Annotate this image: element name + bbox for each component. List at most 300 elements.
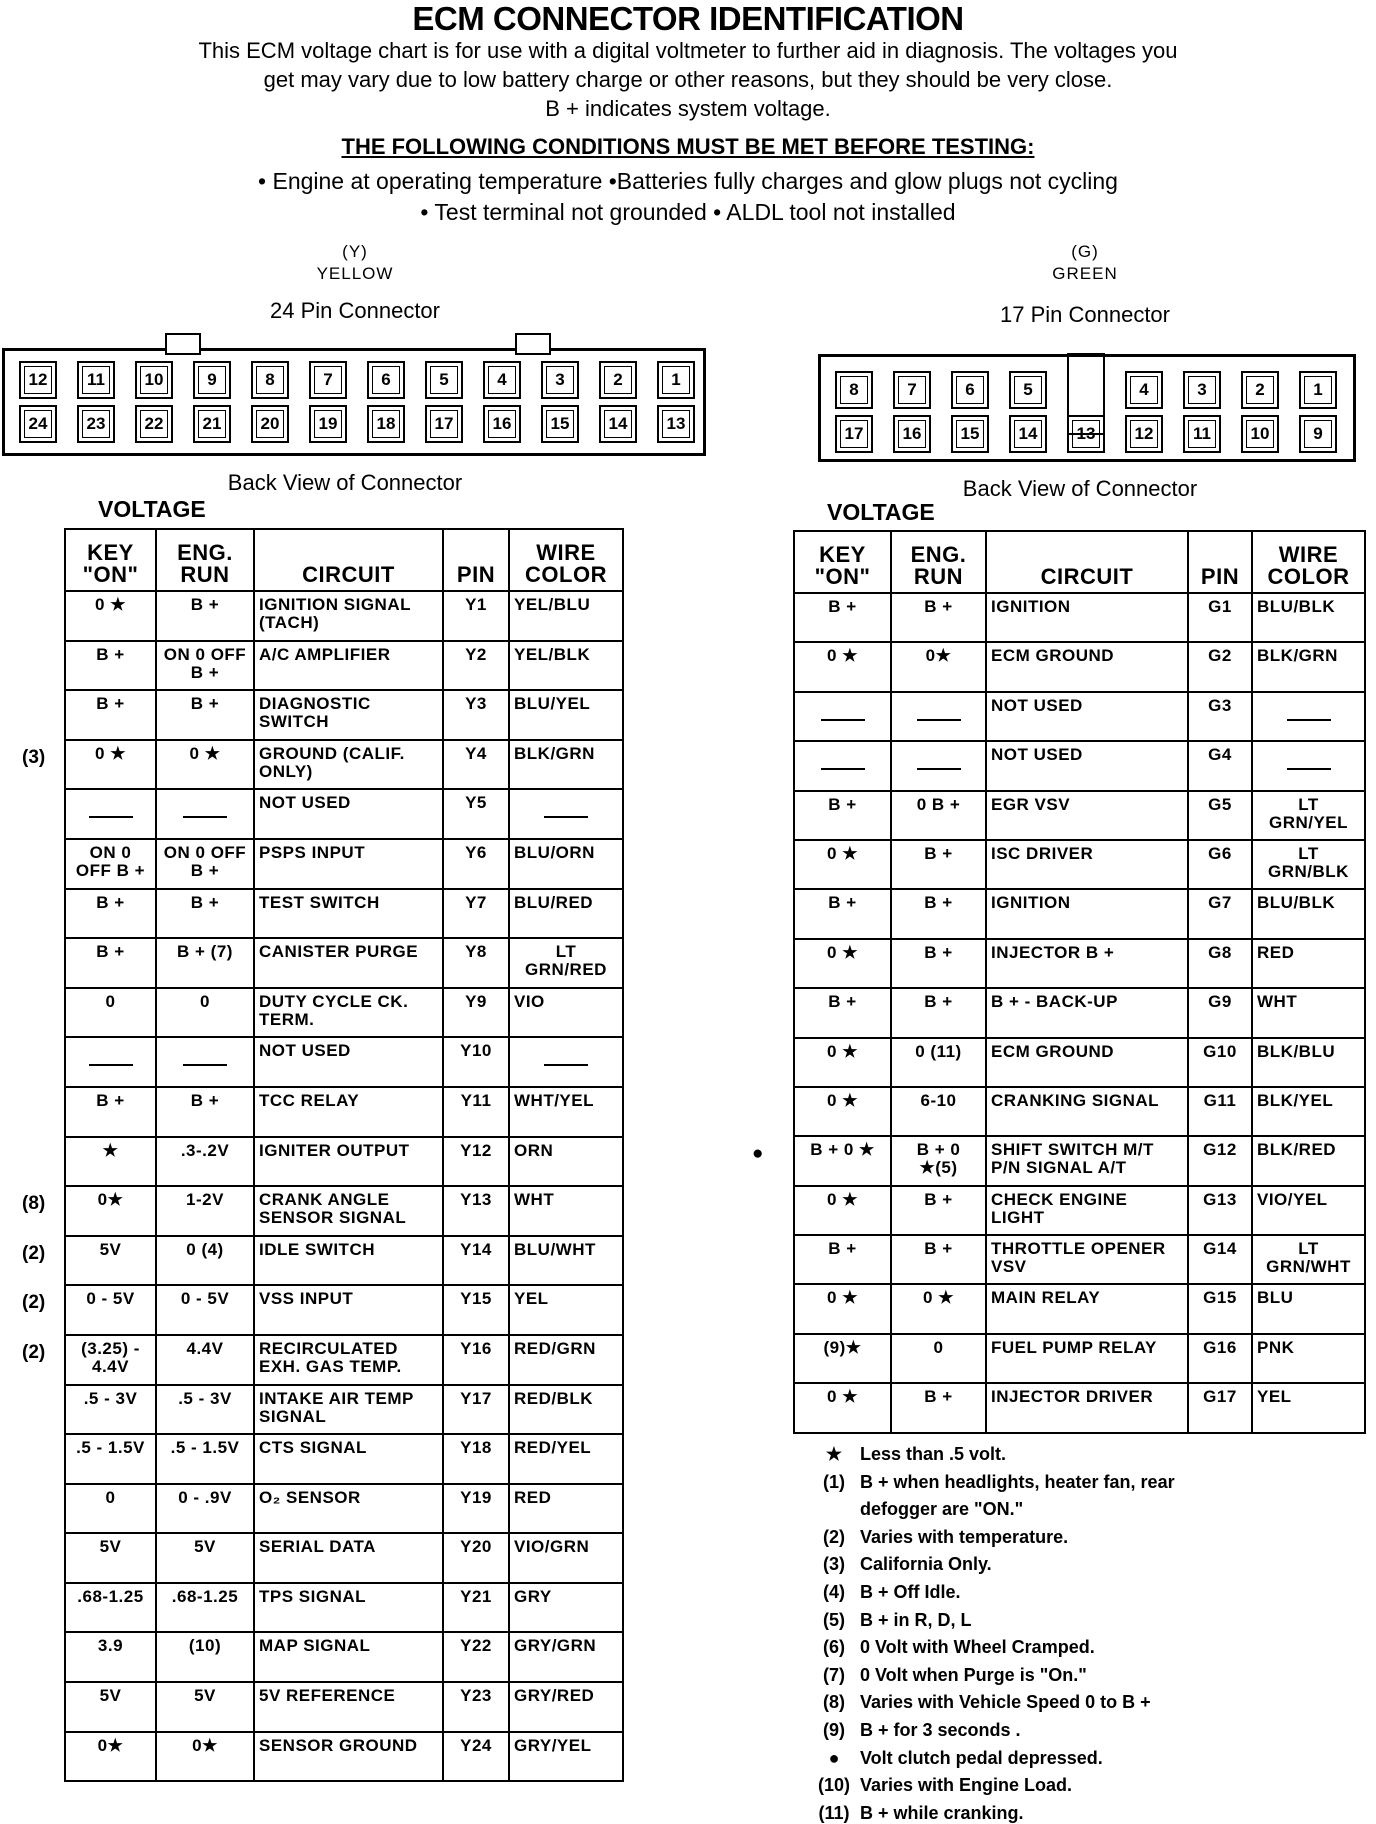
- pin-id-text: Y7: [465, 892, 487, 912]
- circuit-name: [986, 593, 1188, 642]
- header-row: [794, 531, 1365, 593]
- pin-id-text: Y19: [460, 1487, 492, 1507]
- circuit-name-text: IDLE SWITCH: [259, 1239, 375, 1259]
- eng-run-value-text: ON 0 OFF B +: [163, 644, 247, 682]
- circuit-name: [986, 1038, 1188, 1087]
- table-row: [65, 1285, 623, 1335]
- circuit-name-text: VSS INPUT: [259, 1289, 354, 1309]
- key-on-value-text: 3.9: [97, 1636, 124, 1656]
- footnote-text: defogger are "ON.": [860, 1499, 1024, 1520]
- wire-color: [1252, 1087, 1365, 1136]
- key-on-value-text: 0 ★: [827, 1288, 858, 1308]
- table-row: [794, 1284, 1365, 1333]
- key-on-value-text: 0 ★: [827, 1090, 858, 1110]
- key-on-value-text: B + 0 ★: [810, 1140, 875, 1160]
- circuit-name: [254, 1732, 443, 1782]
- key-on-value-text: (9)★: [823, 1337, 862, 1357]
- row-footnote-marker: (2): [22, 1242, 46, 1264]
- pin-id: [1188, 741, 1252, 790]
- right-connector-code: (G): [1071, 242, 1099, 261]
- eng-run-value: [156, 889, 254, 939]
- connector-pin: 3: [541, 361, 579, 399]
- wire-color-text: GRY/RED: [514, 1686, 595, 1706]
- row-footnote-marker: (2): [22, 1292, 46, 1314]
- pin-id-text: Y22: [460, 1636, 492, 1656]
- connector-pin: 15: [541, 405, 579, 443]
- footnote-item: [808, 1527, 1068, 1548]
- wire-color: [509, 839, 623, 889]
- pin-id-text: G3: [1208, 695, 1232, 715]
- pin-id: [443, 1434, 509, 1484]
- wire-color: [1252, 1383, 1365, 1432]
- pin-id-text: Y17: [460, 1388, 492, 1408]
- wire-color: [1252, 840, 1365, 889]
- table-row: [794, 1087, 1365, 1136]
- pin-id: [443, 1385, 509, 1435]
- circuit-name-text: CRANK ANGLE SENSOR SIGNAL: [259, 1190, 407, 1228]
- key-on-value: [794, 1334, 891, 1383]
- eng-run-value: [891, 1334, 986, 1383]
- wire-color-text: LT GRN/RED: [525, 942, 607, 980]
- pin-id-text: G16: [1203, 1337, 1237, 1357]
- footnote-item: [808, 1472, 1175, 1493]
- circuit-name: [254, 1037, 443, 1087]
- circuit-name-text: CHECK ENGINE LIGHT: [991, 1189, 1128, 1227]
- key-on-value: [794, 741, 891, 790]
- wire-color: [509, 889, 623, 939]
- eng-run-value: [156, 1087, 254, 1137]
- circuit-name-text: O₂ SENSOR: [259, 1487, 361, 1507]
- key-on-value-text: 0: [105, 991, 116, 1011]
- eng-run-value: [891, 1038, 986, 1087]
- pin-id-text: Y15: [460, 1289, 492, 1309]
- circuit-name: [254, 1087, 443, 1137]
- wire-color-header: WIRE COLOR: [509, 529, 623, 591]
- connector-pin: 16: [893, 415, 931, 453]
- table-row: [65, 1484, 623, 1534]
- key-on-value: [65, 1186, 156, 1236]
- table-row: [65, 1583, 623, 1633]
- connector-pin: 8: [835, 371, 873, 409]
- pin-id: [443, 1533, 509, 1583]
- pin-id: [1188, 889, 1252, 938]
- footnote-key: (7): [823, 1664, 845, 1685]
- key-on-value-text: B +: [96, 694, 125, 714]
- table-row: [794, 988, 1365, 1037]
- key-on-value-text: B +: [828, 1239, 857, 1259]
- wire-color: [509, 1484, 623, 1534]
- connector-pin: 6: [951, 371, 989, 409]
- footnote-text: B + in R, D, L: [860, 1609, 972, 1630]
- connector-latch: [165, 333, 201, 355]
- pin-id-text: Y9: [465, 991, 487, 1011]
- circuit-name-text: DUTY CYCLE CK. TERM.: [259, 991, 409, 1029]
- eng-run-value-text: B +: [924, 893, 953, 913]
- eng-run-value-text: 5V: [194, 1686, 216, 1706]
- footnote-key: (8): [823, 1692, 845, 1713]
- footnote-key: ★: [825, 1444, 843, 1464]
- dash-not-used: [917, 719, 961, 721]
- connector-pin: 13: [657, 405, 695, 443]
- key-on-value-text: 0 ★: [827, 1041, 858, 1061]
- wire-color-text: VIO: [514, 991, 545, 1011]
- wire-color: [1252, 791, 1365, 840]
- circuit-name-text: NOT USED: [991, 745, 1083, 765]
- circuit-name-text: SHIFT SWITCH M/T P/N SIGNAL A/T: [991, 1140, 1154, 1178]
- circuit-name: [986, 1284, 1188, 1333]
- key-on-value-text: 0 ★: [827, 1189, 858, 1209]
- eng-run-value: [156, 789, 254, 839]
- circuit-name: [986, 692, 1188, 741]
- pin-id: [443, 1732, 509, 1782]
- circuit-name: [254, 1285, 443, 1335]
- footnote-key: (5): [823, 1609, 845, 1630]
- footnote-text: Volt clutch pedal depressed.: [860, 1747, 1103, 1768]
- footnote-item: [808, 1637, 1095, 1658]
- eng-run-value: [891, 840, 986, 889]
- circuit-name: [254, 1186, 443, 1236]
- key-on-value: [65, 988, 156, 1038]
- circuit-name: [986, 939, 1188, 988]
- wire-color-text: GRY: [514, 1586, 552, 1606]
- circuit-name: [254, 988, 443, 1038]
- pin-id: [443, 1037, 509, 1087]
- wire-color-text: YEL/BLK: [514, 644, 591, 664]
- pin-id-text: G8: [1208, 942, 1232, 962]
- wire-color-text: RED: [514, 1487, 552, 1507]
- eng-run-value-text: 4.4V: [186, 1338, 224, 1358]
- circuit-name: [986, 1334, 1188, 1383]
- wire-color-header: WIRE COLOR: [1252, 531, 1365, 593]
- pin-id: [443, 1484, 509, 1534]
- footnote-item: [808, 1554, 992, 1575]
- table-row: [65, 789, 623, 839]
- key-on-value: [65, 641, 156, 691]
- eng-run-value: [156, 938, 254, 988]
- circuit-name: [254, 690, 443, 740]
- circuit-name: [254, 1335, 443, 1385]
- circuit-name-text: 5V REFERENCE: [259, 1686, 396, 1706]
- wire-color: [509, 1186, 623, 1236]
- pin-id: [1188, 1334, 1252, 1383]
- eng-run-value-text: .68-1.25: [171, 1586, 239, 1606]
- circuit-name-text: MAP SIGNAL: [259, 1636, 371, 1656]
- eng-run-value-text: 0 ★: [923, 1288, 954, 1308]
- connector-pin: 7: [893, 371, 931, 409]
- wire-color: [509, 1335, 623, 1385]
- left-connector-code: (Y): [342, 242, 368, 261]
- table-row: [794, 1334, 1365, 1383]
- footnote-key: (6): [823, 1637, 845, 1658]
- pin-id: [443, 1087, 509, 1137]
- wire-color: [1252, 939, 1365, 988]
- footnote-item: [808, 1692, 1151, 1713]
- wire-color: [1252, 988, 1365, 1037]
- left-connector-diagram: [2, 348, 706, 456]
- key-on-value-text: 0 - 5V: [86, 1289, 135, 1309]
- wire-color-text: WHT: [514, 1190, 555, 1210]
- right-connector-diagram: [818, 354, 1356, 462]
- row-footnote-marker: ●: [752, 1143, 764, 1165]
- key-on-value: [65, 740, 156, 790]
- pin-id-text: Y16: [460, 1338, 492, 1358]
- wire-color: [1252, 1235, 1365, 1284]
- key-on-value: [65, 1434, 156, 1484]
- pin-id-text: G4: [1208, 745, 1232, 765]
- connector-pin: 7: [309, 361, 347, 399]
- table-row: [794, 642, 1365, 691]
- pin-id-text: G14: [1203, 1239, 1237, 1259]
- wire-color: [509, 740, 623, 790]
- intro-line-1: This ECM voltage chart is for use with a digital voltmeter to further aid in diagnosis. The voltages you: [198, 38, 1178, 63]
- eng-run-value: [156, 1186, 254, 1236]
- eng-run-value: [891, 1087, 986, 1136]
- eng-run-value-text: B +: [190, 694, 220, 714]
- key-on-value-text: 5V: [99, 1686, 122, 1706]
- pin-id: [1188, 1235, 1252, 1284]
- pin-id-text: Y24: [460, 1735, 492, 1755]
- eng-run-value-text: 0 (11): [915, 1041, 962, 1061]
- wire-color: [509, 1533, 623, 1583]
- eng-run-value-text: 0★: [925, 646, 952, 666]
- key-on-value: [65, 1533, 156, 1583]
- connector-pin: 10: [1241, 415, 1279, 453]
- condition-line-2: • Test terminal not grounded • ALDL tool not installed: [420, 199, 956, 225]
- footnote-text: Varies with temperature.: [860, 1526, 1069, 1547]
- key-on-value-text: B +: [96, 1090, 125, 1110]
- table-row: [794, 741, 1365, 790]
- circuit-name-text: THROTTLE OPENER VSV: [991, 1239, 1166, 1277]
- table-row: [65, 1137, 623, 1187]
- wire-color: [509, 1385, 623, 1435]
- circuit-name-text: TEST SWITCH: [259, 892, 380, 912]
- circuit-name: [986, 1136, 1188, 1185]
- eng-run-value: [156, 1285, 254, 1335]
- table-row: [794, 692, 1365, 741]
- pin-id: [1188, 1383, 1252, 1432]
- wire-color: [1252, 1038, 1365, 1087]
- wire-color-text: ORN: [514, 1140, 554, 1160]
- key-on-value-text: 0★: [97, 1190, 124, 1210]
- pin-id-text: G1: [1208, 597, 1232, 616]
- wire-color-text: WHT: [1257, 992, 1298, 1012]
- table-row: [794, 1038, 1365, 1087]
- circuit-name: [254, 839, 443, 889]
- dash-not-used: [89, 816, 133, 818]
- connector-pin: 12: [1125, 415, 1163, 453]
- row-footnote-marker: (2): [22, 1342, 46, 1363]
- table-row: [65, 1236, 623, 1286]
- wire-color-text: BLU/RED: [514, 892, 594, 912]
- wire-color-text: YEL/BLU: [514, 595, 591, 614]
- connector-pin: 20: [251, 405, 289, 443]
- key-on-value: [794, 840, 891, 889]
- connector-pin: 18: [367, 405, 405, 443]
- eng-run-value: [156, 988, 254, 1038]
- pin-id-text: Y10: [460, 1041, 492, 1061]
- connector-pin: 14: [599, 405, 637, 443]
- circuit-name-text: GROUND (CALIF. ONLY): [259, 743, 405, 781]
- circuit-name: [254, 789, 443, 839]
- footnote-item: [808, 1582, 961, 1603]
- wire-color-text: BLK/GRN: [514, 743, 595, 763]
- pin-id-text: Y20: [460, 1537, 492, 1557]
- key-on-value: [794, 1383, 891, 1432]
- footnote-text: 0 Volt when Purge is "On.": [860, 1664, 1087, 1685]
- key-on-header: KEY "ON": [65, 529, 156, 591]
- eng-run-value-text: ON 0 OFF B +: [163, 842, 247, 880]
- key-on-value: [65, 591, 156, 641]
- circuit-name: [986, 840, 1188, 889]
- circuit-name: [254, 1632, 443, 1682]
- pin-id-text: Y21: [460, 1586, 492, 1606]
- footnote-text: 0 Volt with Wheel Cramped.: [860, 1637, 1095, 1658]
- connector-pin: 13: [1067, 415, 1105, 453]
- eng-run-value-text: .5 - 3V: [178, 1388, 232, 1408]
- key-on-value-text: (3.25) - 4.4V: [81, 1338, 140, 1376]
- circuit-name-text: IGNITION: [991, 597, 1071, 616]
- key-on-value: [65, 1484, 156, 1534]
- circuit-name-text: NOT USED: [259, 1041, 351, 1061]
- left-voltage-label: VOLTAGE: [98, 496, 206, 522]
- circuit-name: [254, 591, 443, 641]
- pin-id: [443, 690, 509, 740]
- pin-id: [443, 789, 509, 839]
- pin-id-text: G10: [1203, 1041, 1237, 1061]
- circuit-name: [986, 741, 1188, 790]
- pin-id-text: Y5: [465, 793, 487, 813]
- pin-id: [1188, 692, 1252, 741]
- eng-run-value: [156, 1385, 254, 1435]
- circuit-name-text: B + - BACK-UP: [991, 992, 1118, 1012]
- table-row: [65, 641, 623, 691]
- connector-pin: 14: [1009, 415, 1047, 453]
- pin-id-text: G11: [1203, 1090, 1237, 1110]
- table-row: [794, 791, 1365, 840]
- pin-id-text: G2: [1208, 646, 1232, 666]
- pin-id-text: Y8: [465, 942, 487, 962]
- wire-color: [1252, 642, 1365, 691]
- connector-pin: 1: [657, 361, 695, 399]
- dash-not-used: [544, 1064, 588, 1066]
- connector-pin: 11: [1183, 415, 1221, 453]
- wire-color: [1252, 889, 1365, 938]
- eng-run-value-text: B +: [190, 595, 220, 614]
- footnote-text: California Only.: [860, 1554, 992, 1575]
- connector-pin: 5: [1009, 371, 1047, 409]
- wire-color: [509, 1632, 623, 1682]
- eng-run-value: [156, 839, 254, 889]
- table-row: [65, 1087, 623, 1137]
- footnote-item: [808, 1720, 1021, 1741]
- footnotes: [808, 1444, 1228, 1823]
- dash-not-used: [1287, 768, 1331, 770]
- connector-pin: 22: [135, 405, 173, 443]
- eng-run-value: [156, 690, 254, 740]
- key-on-value-text: .5 - 1.5V: [76, 1438, 145, 1458]
- pin-id: [443, 1682, 509, 1732]
- pin-id: [443, 938, 509, 988]
- circuit-name-text: NOT USED: [259, 793, 351, 813]
- pin-id: [1188, 840, 1252, 889]
- circuit-name-text: IGNITION SIGNAL (TACH): [259, 595, 411, 632]
- key-on-value-text: .68-1.25: [77, 1586, 144, 1606]
- footnote-key: (2): [823, 1526, 845, 1547]
- key-on-value: [65, 1583, 156, 1633]
- table-row: [65, 988, 623, 1038]
- pin-id: [443, 1285, 509, 1335]
- eng-run-value-text: .3-.2V: [180, 1140, 230, 1160]
- eng-run-value: [891, 1235, 986, 1284]
- pin-id-text: G17: [1203, 1387, 1237, 1407]
- eng-run-value-text: B +: [924, 1239, 953, 1259]
- wire-color: [509, 1087, 623, 1137]
- circuit-name-text: INTAKE AIR TEMP SIGNAL: [259, 1388, 414, 1426]
- eng-run-value: [156, 591, 254, 641]
- table-row: [794, 1136, 1365, 1185]
- pin-id: [443, 1137, 509, 1187]
- wire-color-text: YEL: [1257, 1387, 1292, 1407]
- dash-not-used: [1287, 719, 1331, 721]
- circuit-name: [986, 1087, 1188, 1136]
- circuit-name-text: IGNITION: [991, 893, 1071, 913]
- footnote-key: (11): [818, 1802, 850, 1823]
- pin-id: [443, 889, 509, 939]
- connector-pin: 12: [19, 361, 57, 399]
- eng-run-value: [156, 1583, 254, 1633]
- footnote-text: Varies with Vehicle Speed 0 to B +: [860, 1692, 1151, 1713]
- key-on-value: [794, 1136, 891, 1185]
- dash-not-used: [821, 719, 865, 721]
- circuit-name: [986, 1186, 1188, 1235]
- footnote-key: (9): [823, 1720, 845, 1740]
- eng-run-value-text: B +: [924, 597, 953, 616]
- eng-run-value-text: B + (7): [177, 942, 233, 962]
- connector-pin: 21: [193, 405, 231, 443]
- pin-id-text: Y2: [465, 644, 487, 664]
- table-row: [794, 593, 1365, 642]
- eng-run-value-text: (10): [188, 1636, 222, 1656]
- pin-id-text: Y6: [465, 842, 487, 862]
- pin-id-text: G13: [1203, 1189, 1237, 1209]
- eng-run-header: ENG. RUN: [891, 531, 986, 593]
- key-on-value: [65, 938, 156, 988]
- connector-pin: 2: [1241, 371, 1279, 409]
- key-on-value: [794, 889, 891, 938]
- eng-run-value-text: .5 - 1.5V: [170, 1438, 240, 1458]
- connector-pin: 19: [309, 405, 347, 443]
- key-on-value: [794, 642, 891, 691]
- right-connector-view: Back View of Connector: [962, 476, 1198, 501]
- wire-color: [509, 641, 623, 691]
- pin-id-text: G12: [1203, 1140, 1237, 1160]
- table-row: [794, 939, 1365, 988]
- circuit-name: [254, 740, 443, 790]
- key-on-value-text: 0: [105, 1487, 116, 1507]
- footnote-key: ●: [828, 1747, 840, 1768]
- wire-color-text: VIO/YEL: [1257, 1189, 1328, 1209]
- left-connector-view: Back View of Connector: [227, 470, 463, 495]
- key-on-value-text: 5V: [99, 1537, 122, 1557]
- key-on-value: [65, 1335, 156, 1385]
- key-on-value: [65, 1087, 156, 1137]
- wire-color-text: BLU/YEL: [514, 694, 591, 714]
- footnote-key: (4): [823, 1582, 845, 1602]
- eng-run-value: [156, 1632, 254, 1682]
- eng-run-value-text: B +: [924, 992, 953, 1012]
- key-on-value-text: .5 - 3V: [83, 1388, 138, 1408]
- key-on-value: [65, 1732, 156, 1782]
